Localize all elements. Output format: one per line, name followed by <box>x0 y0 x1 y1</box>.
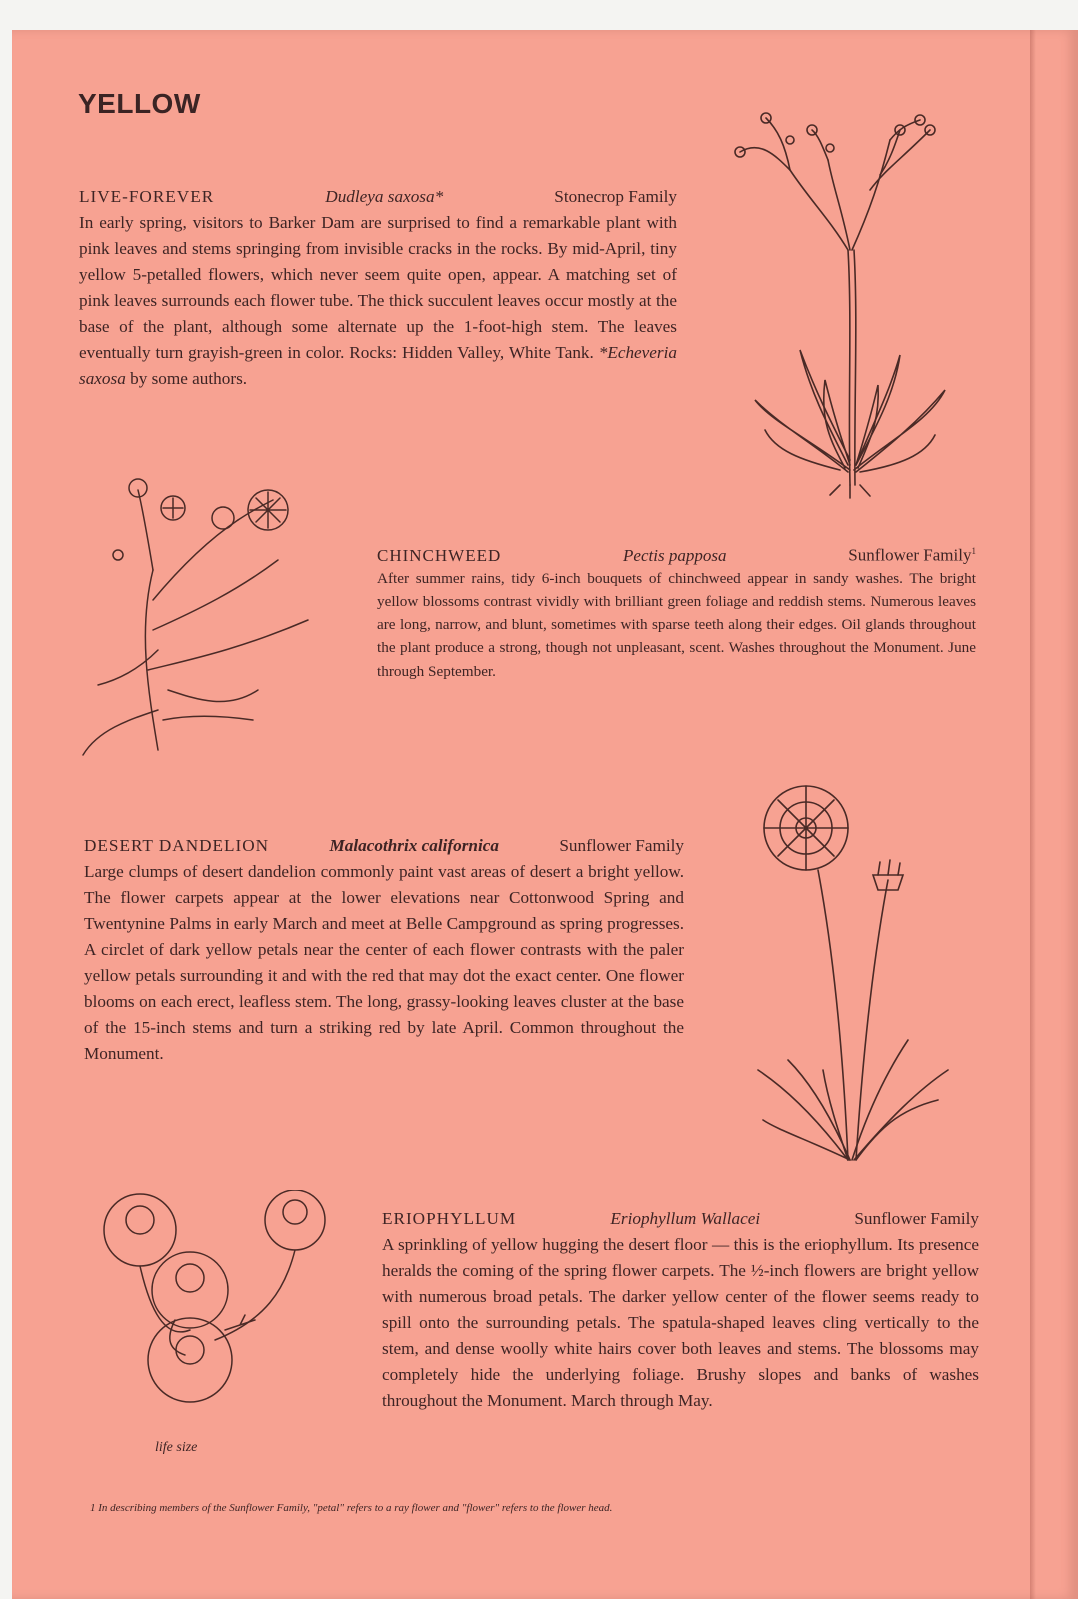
synonym-note: *Echeveria saxosa <box>79 343 677 388</box>
page-heading: YELLOW <box>78 88 201 119</box>
family-name: Sunflower Family <box>854 1209 979 1228</box>
entry-description: A sprinkling of yellow hugging the desert floor — this is the eriophyllum. Its presence heralds the coming of the spring flower carpets. The ½-inch flowers are bright yellow with numerous broad petals. The darker yellow center of the flower seems ready to spill onto the surrounding petals. The spatula-shaped leaves cling vertically to the stem, and dense woolly white hairs cover both leaves and stems. The blossoms may completely hide the underlying foliage. Brushy slopes and banks of washes throughout the Monument. March through May. <box>382 1235 979 1410</box>
description-text: In early spring, visitors to Barker Dam are surprised to find a remarkable plant with pink leaves and stems springing from invisible cracks in the rocks. By mid-April, tiny yellow 5-petalled flowers, which never seem quite open, appear. A matching set of pink leaves surrounds each flower tube. The thick succulent leaves occur mostly at the base of the plant, although some alternate up the 1-foot-high stem. The leaves eventually turn grayish-green in color. Rocks: Hidden Valley, White Tank. <box>79 213 677 362</box>
entry-eriophyllum <box>382 1206 979 1414</box>
entry-description: After summer rains, tidy 6-inch bouquets of chinchweed appear in sandy washes. The bright yellow blossoms contrast vividly with brilliant green foliage and reddish stems. Numerous leaves are long, narrow, and blunt, sometimes with sparse teeth along their edges. Oil glands throughout the plant produce a strong, though not unpleasant, scent. Washes throughout the Monument. June through September. <box>377 569 976 680</box>
family-text: Sunflower Family <box>848 545 972 565</box>
entry-description: Large clumps of desert dandelion commonly paint vast areas of desert a bright yellow. The flower carpets appear at the lower elevations near Cottonwood Spring and Twentynine Palms in early March and meet at Belle Campground as spring progresses. A circlet of dark yellow petals near the center of each flower contrasts with the paler yellow petals surrounding it and with the red that may dot the exact center. One flower blooms on each erect, leafless stem. The long, grassy-looking leaves cluster at the base of the 15-inch stems and turn a striking red by late April. Common throughout the Monument. <box>84 862 684 1063</box>
scientific-name: Eriophyllum Wallacei <box>610 1209 761 1228</box>
footnote-mark: 1 <box>971 546 976 556</box>
entry-header <box>79 184 677 210</box>
entry-header <box>382 1206 979 1232</box>
page-fold-shadow <box>1030 30 1036 1599</box>
desert-dandelion-illustration <box>748 770 958 1170</box>
family-name: Sunflower Family <box>559 836 684 855</box>
scientific-name: Dudleya saxosa* <box>325 187 444 206</box>
scientific-name: Malacothrix californica <box>329 836 499 855</box>
entry-live-forever <box>79 184 677 392</box>
common-name: ERIOPHYLLUM <box>382 1209 517 1228</box>
chinchweed-illustration <box>78 470 318 760</box>
entry-desert-dandelion <box>84 833 684 1067</box>
page-footnote: 1 In describing members of the Sunflower Family, "petal" refers to a ray flower and "flower" refers to the flower head. <box>90 1502 613 1514</box>
entry-chinchweed <box>377 540 976 683</box>
eriophyllum-illustration <box>95 1190 355 1410</box>
live-forever-illustration <box>730 100 960 500</box>
family-name: Stonecrop Family <box>554 187 677 206</box>
family-name <box>848 540 976 567</box>
synonym-note-rest: by some authors. <box>125 369 248 388</box>
entry-description <box>79 210 677 392</box>
illustration-caption: life size <box>155 1440 198 1455</box>
common-name: CHINCHWEED <box>377 545 502 565</box>
scientific-name: Pectis papposa <box>623 545 727 565</box>
common-name: DESERT DANDELION <box>84 836 270 855</box>
common-name: LIVE-FOREVER <box>79 187 215 206</box>
entry-header <box>84 833 684 859</box>
entry-header <box>377 540 976 567</box>
